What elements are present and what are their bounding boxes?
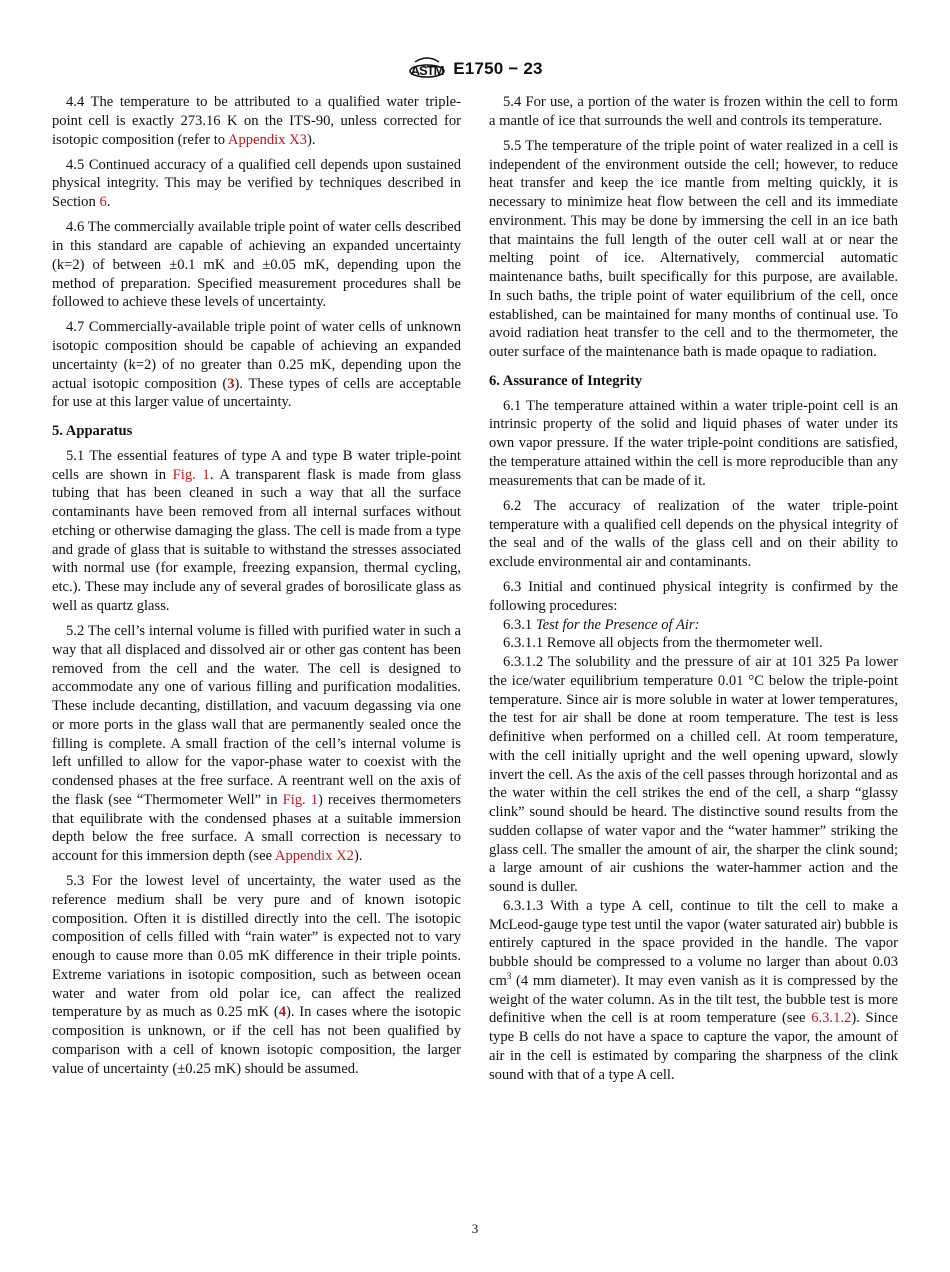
reference-4-link[interactable]: 4	[278, 1004, 286, 1021]
standard-designation: E1750 − 23	[453, 59, 543, 78]
left-column	[52, 93, 461, 1085]
link-fig-1[interactable]: Fig. 1	[282, 791, 319, 808]
paragraph-6-3-1: 6.3.1 Test for the Presence of Air:	[503, 616, 700, 633]
right-column	[489, 93, 898, 1084]
paragraph-4-5: 4.5 Continued accuracy of a qualified cell depends upon sustained physical integrity. This may be verified by techniques described in Section 6.	[52, 156, 461, 211]
link-appendix-x3[interactable]: Appendix X3	[227, 131, 307, 148]
section-5-heading: 5. Apparatus	[52, 423, 133, 440]
paragraph-5-2: 5.2 The cell’s internal volume is filled with purified water in such a way that all displaced and dissolved air or other gas content has been removed from the cell and the water. The cell is designed to accommodate any one of various filling and purification modalities. These include decanting, distillation, and vacuum degassing via one or more ports in the glass wall that are permanently sealed once the filling is complete. A small fraction of the cell’s internal volume is left unfilled to allow for the vapor-phase water to coexist with the condensed phases at the free surface. A reentrant well on the axis of the flask (see “Thermometer Well” in Fig. 1) receives thermometers that equilibrate with the condensed phases at a suitable immersion depth below the free surface. A small correction is necessary to account for this immersion depth (see Appendix X2).	[52, 623, 462, 865]
paragraph-5-5: 5.5 The temperature of the triple point of water realized in a cell is independent of the environment outside the cell; however, to reduce heat transfer and keep the ice mantle from melting quickly, it is necessary to minimize heat flow between the cell and its immediate environment. This may be done by immersing the cell in an ice bath that maintains the full length of the outer cell wall at or near the melting point of ice. Alternatively, commercial automatic maintenance baths, built specifically for this purpose, are available. In such baths, the triple point of water equilibrium of the cell, once established, can be maintained for many months of continual use. To avoid radiation heat transfer to the cell and to the thermometer, the outer surface of the maintenance bath is made opaque to radiation.	[489, 137, 898, 361]
paragraph-6-2: 6.2 The accuracy of realization of the water triple-point temperature with a qualified cell depends on the physical integrity of the seal and of the walls of the glass cell and on their ability to exclude environmental air and contaminants.	[489, 497, 898, 571]
paragraph-6-3: 6.3 Initial and continued physical integrity is confirmed by the following procedures:	[489, 579, 898, 614]
paragraph-5-3: 5.3 For the lowest level of uncertainty, the water used as the reference medium shall be very pure and of known isotopic composition. Often it is distilled directly into the cell. The isotopic composition of cells filled with “rain water” is expected not to vary enough to cause more than 0.05 mK difference in their triple points. Extreme variations in isotopic composition, such as between ocean water and water from old polar ice, can affect the realized temperature by as much as 0.25 mK (4). In cases where the isotopic composition is unknown, or if the cell has not been qualified by comparison with a cell of known isotopic composition, the larger value of uncertainty (±0.25 mK) should be assumed.	[52, 873, 462, 1077]
section-6-heading: 6. Assurance of Integrity	[489, 372, 643, 389]
paragraph-6-3-1-2: 6.3.1.2 The solubility and the pressure of air at 101 325 Pa lower the ice/water equilibrium temperature 0.01 °C below the triple-point temperature. Since air is more soluble in water at lower temperatures, the test for air shall be done at room temperature. The test is less definitive when performed on a chilled cell. At room temperature, with the cell initially upright and the well opening upward, slowly invert the cell. As the axis of the cell passes through horizontal and as the water within the cell strikes the end of the cell, a sharp “glassy clink” sound should be heard. The distinctive sound results from the sudden collapse of water vapor and the “water hammer” striking the glass cell. The smaller the amount of air, the sharper the clink sound; a large amount of air cushions the water-hammer action and the sound is duller.	[489, 654, 898, 896]
subsection-title: Test for the Presence of Air:	[535, 616, 700, 633]
paragraph-4-7: 4.7 Commercially-available triple point of water cells of unknown isotopic composition should be capable of achieving an expanded uncertainty (k=2) of no greater than 0.25 mK, depending upon the actual isotopic composition (3). These types of cells are acceptable for use at this larger value of uncertainty.	[52, 319, 461, 411]
reference-3-link[interactable]: 3	[227, 375, 235, 392]
link-appendix-x2[interactable]: Appendix X2	[274, 848, 354, 865]
paragraph-5-4: 5.4 For use, a portion of the water is frozen within the cell to form a mantle of ice that surrounds the well and controls its temperature.	[489, 94, 898, 129]
link-fig-1[interactable]: Fig. 1	[172, 466, 210, 483]
paragraph-5-1: 5.1 The essential features of type A and type B water triple-point cells are shown in Fig. 1. A transparent flask is made from glass tubing that has been cleaned in such a way that all the surface contaminants have been removed from all internal surfaces without etching or otherwise damaging the glass. The cell is made from a type and grade of glass that is suitable to withstand the stresses associated with normal use (for example, freezing expansion, thermal cycling, etc.). These may include any of several grades of borosilicate glass as well as quartz glass.	[52, 447, 461, 614]
paragraph-4-4: 4.4 The temperature to be attributed to a qualified water triple-point cell is exactly 273.16 K on the ITS-90, unless corrected for isotopic composition (refer to Appendix X3).	[52, 94, 461, 148]
astm-logo-icon	[407, 54, 447, 84]
paragraph-4-6: 4.6 The commercially available triple point of water cells described in this standard are capable of achieving an expanded uncertainty (k=2) of between ±0.1 mK and ±0.05 mK, depending upon the method of preparation. Specified measurement procedures shall be followed to achieve these levels of uncertainty.	[52, 219, 461, 311]
svg-text:ASTM: ASTM	[410, 63, 444, 78]
paragraph-6-1: 6.1 The temperature attained within a water triple-point cell is an intrinsic property of the solid and liquid phases of water under its own vapor pressure. If the water triple-point conditions are satisfied, the temperature attained within the cell is more reproducible than any measurements that can be made of it.	[489, 397, 898, 489]
link-section-6[interactable]: 6	[99, 194, 107, 211]
paragraph-6-3-1-3: 6.3.1.3 With a type A cell, continue to tilt the cell to make a McLeod-gauge type test until the vapor (water saturated air) bubble is entirely captured in the space provided in the handle. The vapor bubble should be compressed to a volume no larger than about 0.03 $cm^3$ (4 mm diameter). It may even vanish as it is compressed by the weight of the water column. As in the tilt test, the bubble test is more definitive when the cell is at room temperature (see 6.3.1.2). Since type B cells do not have a space to capture the vapor, the amount of air in the cell is estimated by comparing the sharpness of the clink sound with that of a type A cell.	[489, 897, 898, 1083]
page-header	[0, 54, 950, 84]
page-number: 3	[471, 1221, 479, 1236]
link-6-3-1-2[interactable]: 6.3.1.2	[811, 1010, 852, 1027]
paragraph-6-3-1-1: 6.3.1.1 Remove all objects from the thermometer well.	[503, 635, 823, 652]
